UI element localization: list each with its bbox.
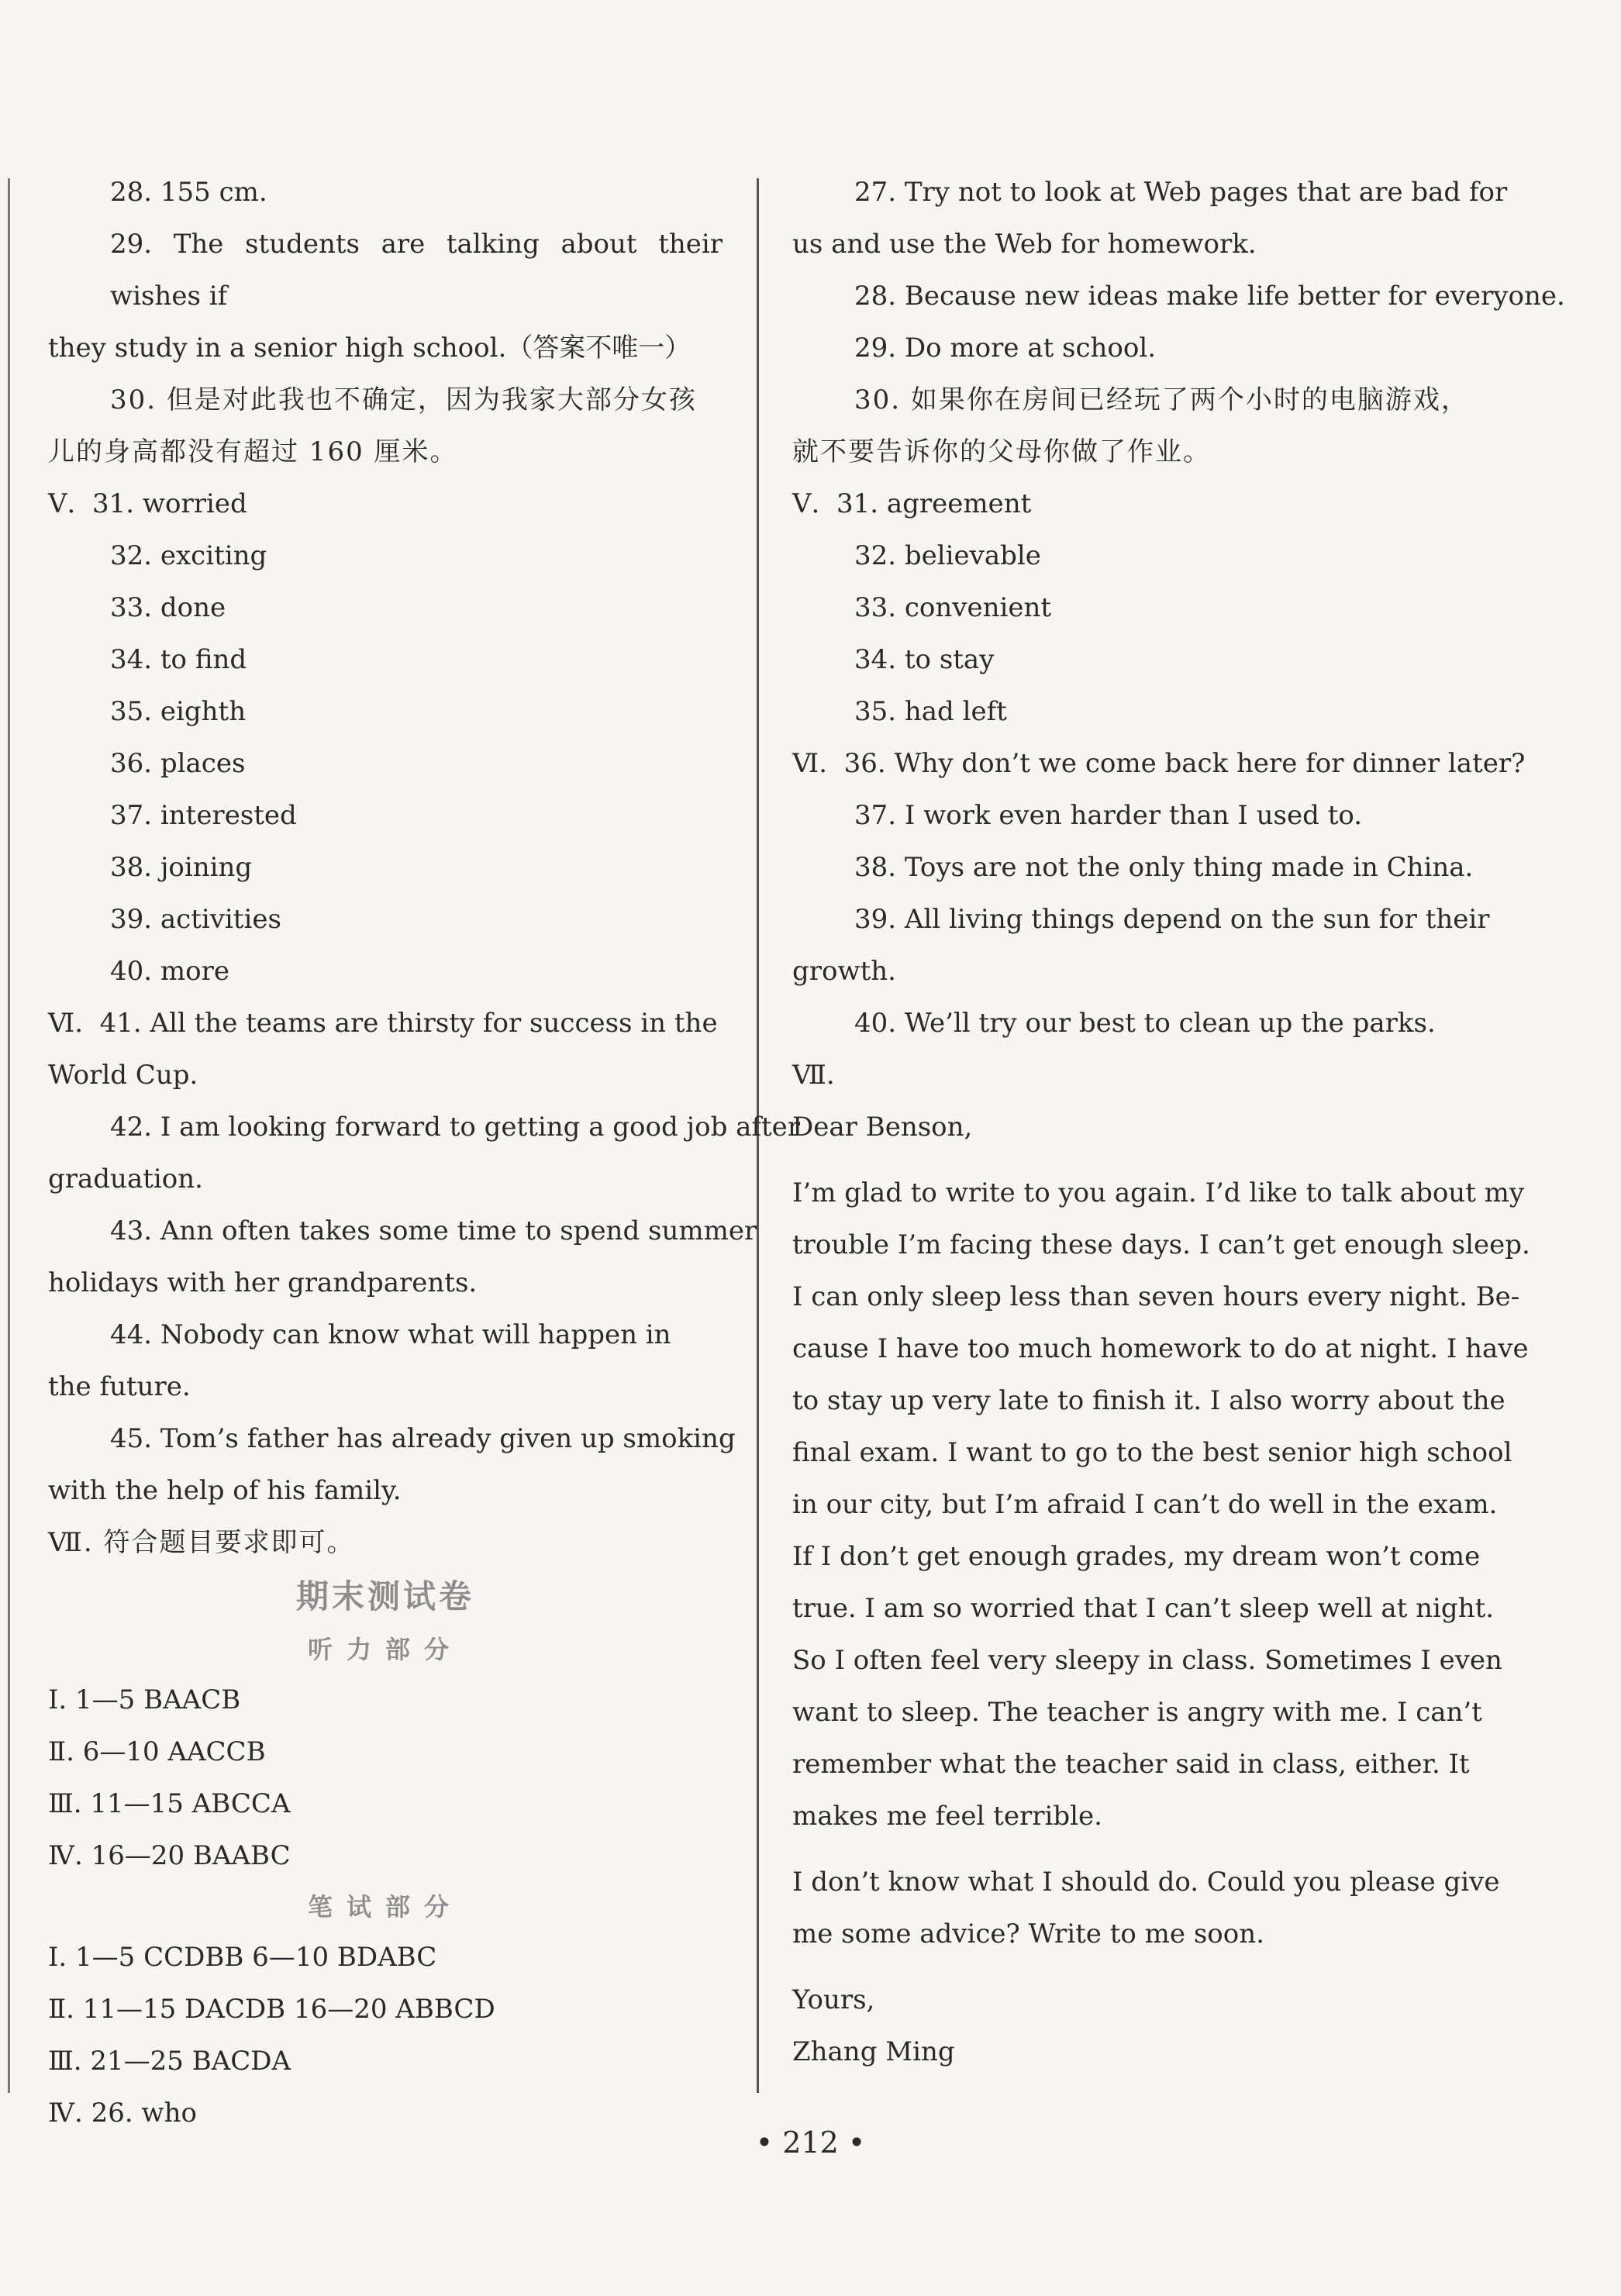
section-r7-label: Ⅶ.	[792, 1060, 835, 1091]
section-5-item-40: 40. more	[110, 956, 229, 987]
letter-paragraph-2	[792, 1856, 1500, 1960]
listening-answer-2: Ⅱ. 6—10 AACCB	[48, 1736, 266, 1767]
section-7-note: Ⅶ. 符合题目要求即可。	[48, 1527, 355, 1558]
section-r6-label: Ⅵ.	[792, 748, 828, 779]
final-exam-title: 期末测试卷	[295, 1577, 474, 1615]
section-r5-item-31: Ⅴ. 31. agreement	[792, 488, 1032, 519]
letter-line: true. I am so worried that I can’t sleep well at night.	[792, 1593, 1495, 1624]
right-column	[792, 167, 1565, 2078]
section-6-label: Ⅵ.	[48, 1008, 84, 1039]
letter-line: If I don’t get enough grades, my dream won’t come	[792, 1541, 1481, 1572]
letter-paragraph-1	[792, 1167, 1530, 1843]
answer-45-line2: with the help of his family.	[48, 1475, 402, 1506]
section-5-item-38: 38. joining	[110, 852, 253, 883]
answer-r30-line1: 30. 如果你在房间已经玩了两个小时的电脑游戏，	[854, 384, 1469, 415]
listening-section-title: 听力部分	[307, 1635, 463, 1664]
writing-answer-4: Ⅳ. 26. who	[48, 2098, 197, 2129]
answer-42-line1: 42. I am looking forward to getting a good job after	[110, 1112, 801, 1143]
listening-answer-4: Ⅳ. 16—20 BAABC	[48, 1840, 291, 1871]
writing-answer-1: Ⅰ. 1—5 CCDBB 6—10 BDABC	[48, 1942, 437, 1973]
letter-line: final exam. I want to go to the best senior high school	[792, 1437, 1512, 1468]
answer-29-line1: 29. The students are talking about their wishes if	[110, 229, 723, 312]
section-5-item-32: 32. exciting	[110, 540, 267, 571]
answer-r28: 28. Because new ideas make life better for everyone.	[854, 281, 1565, 312]
answer-43-line2: holidays with her grandparents.	[48, 1267, 478, 1298]
letter-line: in our city, but I’m afraid I can’t do well in the exam.	[792, 1489, 1498, 1520]
answer-43-line1: 43. Ann often takes some time to spend summer	[110, 1215, 757, 1246]
letter-line: want to sleep. The teacher is angry with me. I can’t	[792, 1697, 1482, 1728]
section-r5-item-33: 33. convenient	[854, 592, 1052, 623]
section-5-item-39: 39. activities	[110, 904, 281, 935]
section-5-item-34: 34. to find	[110, 644, 247, 675]
answer-r29: 29. Do more at school.	[854, 333, 1157, 364]
answer-30-line1: 30. 但是对此我也不确定，因为我家大部分女孩	[110, 384, 697, 415]
letter-line: So I often feel very sleepy in class. Sometimes I even	[792, 1645, 1502, 1676]
answer-41-line1: Ⅵ. 41. All the teams are thirsty for success in the	[48, 1008, 718, 1039]
left-margin-rule	[8, 178, 10, 2093]
section-r5-item-34: 34. to stay	[854, 644, 995, 675]
section-5-label: Ⅴ.	[48, 488, 76, 519]
answer-42-line2: graduation.	[48, 1164, 203, 1195]
answer-29-line2: they study in a senior high school.（答案不唯一）	[48, 333, 692, 364]
section-5-item-33: 33. done	[110, 592, 226, 623]
letter-line: I can only sleep less than seven hours every night. Be-	[792, 1281, 1520, 1312]
page-number: • 212 •	[755, 2125, 866, 2160]
letter-line: makes me feel terrible.	[792, 1801, 1102, 1832]
letter-line: trouble I’m facing these days. I can’t get enough sleep.	[792, 1229, 1530, 1260]
letter-line: to stay up very late to finish it. I also worry about the	[792, 1385, 1505, 1416]
section-r5-item-32: 32. believable	[854, 540, 1041, 571]
left-column	[48, 167, 801, 2139]
answer-r30-line2: 就不要告诉你的父母你做了作业。	[792, 436, 1211, 467]
answer-44-line2: the future.	[48, 1371, 191, 1402]
writing-section-title: 笔试部分	[307, 1892, 463, 1922]
listening-answer-1: Ⅰ. 1—5 BAACB	[48, 1684, 241, 1715]
answer-r36: Ⅵ. 36. Why don’t we come back here for dinner later?	[792, 748, 1526, 779]
letter-line: remember what the teacher said in class, either. It	[792, 1749, 1470, 1780]
listening-answer-3: Ⅲ. 11—15 ABCCA	[48, 1788, 291, 1819]
letter-closing: Yours,	[792, 1984, 875, 2015]
letter-line: I don’t know what I should do. Could you please give	[792, 1867, 1500, 1898]
answer-r39-line2: growth.	[792, 956, 896, 987]
answer-28: 28. 155 cm.	[110, 177, 267, 208]
section-r5-label: Ⅴ.	[792, 488, 820, 519]
answer-r38: 38. Toys are not the only thing made in China.	[854, 852, 1474, 883]
section-5-item-35: 35. eighth	[110, 696, 247, 727]
answer-r40: 40. We’ll try our best to clean up the parks.	[854, 1008, 1436, 1039]
section-5-item-36: 36. places	[110, 748, 246, 779]
section-5-item-37: 37. interested	[110, 800, 297, 831]
letter-line: I’m glad to write to you again. I’d like to talk about my	[792, 1177, 1525, 1208]
answer-41-line2: World Cup.	[48, 1060, 198, 1091]
answer-45-line1: 45. Tom’s father has already given up smoking	[110, 1423, 736, 1454]
letter-signoff	[792, 1974, 1474, 2078]
answer-r27-line1: 27. Try not to look at Web pages that are bad for	[854, 177, 1508, 208]
answer-r37: 37. I work even harder than I used to.	[854, 800, 1363, 831]
writing-answer-2: Ⅱ. 11—15 DACDB 16—20 ABBCD	[48, 1994, 495, 2025]
letter-line: cause I have too much homework to do at night. I have	[792, 1333, 1529, 1364]
section-5-item-31: Ⅴ. 31. worried	[48, 488, 247, 519]
letter-signature: Zhang Ming	[792, 2036, 955, 2067]
letter-line: me some advice? Write to me soon.	[792, 1919, 1264, 1950]
answer-44-line1: 44. Nobody can know what will happen in	[110, 1319, 671, 1350]
answer-30-line2: 儿的身高都没有超过 160 厘米。	[48, 436, 458, 467]
writing-answer-3: Ⅲ. 21—25 BACDA	[48, 2046, 291, 2077]
section-r5-item-35: 35. had left	[854, 696, 1007, 727]
letter-greeting: Dear Benson,	[792, 1112, 973, 1143]
answer-r39-line1: 39. All living things depend on the sun for their	[854, 904, 1490, 935]
answer-r27-line2: us and use the Web for homework.	[792, 229, 1257, 260]
